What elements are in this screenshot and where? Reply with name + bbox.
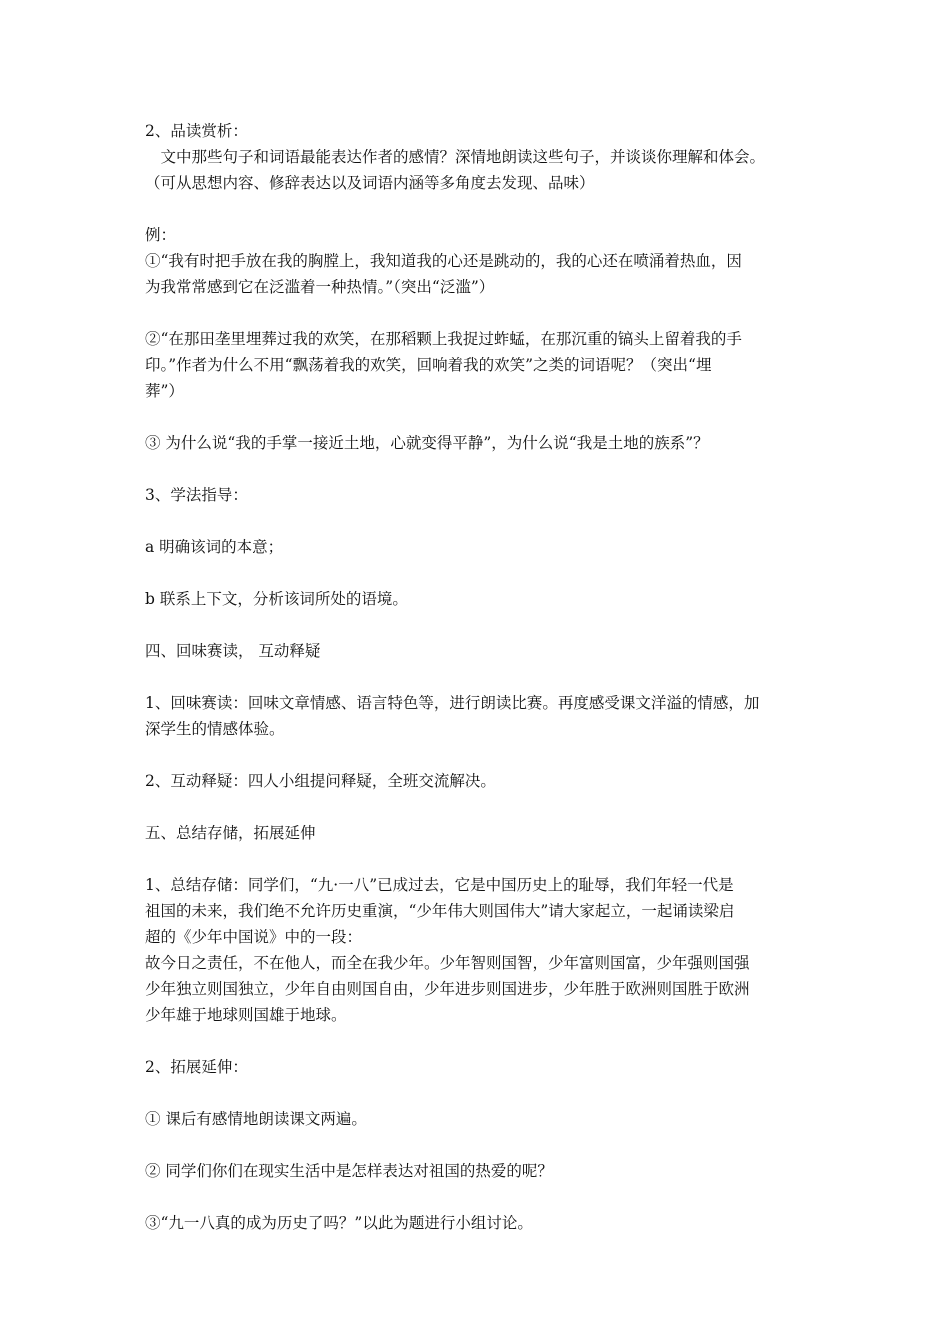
section-heading: 五、总结存储，拓展延伸 [145, 824, 316, 842]
section-method-guide [145, 482, 810, 508]
method-item-b [145, 586, 810, 612]
section-heading: 3、学法指导： [145, 486, 248, 504]
paragraph-text: ② 同学们你们在现实生活中是怎样表达对祖国的热爱的呢？ [145, 1162, 553, 1180]
quote-text: 故今日之责任，不在他人，而全在我少年。少年智则国智，少年富则国富，少年强则国强 [145, 954, 750, 972]
paragraph-text: 1、总结存储：同学们，“九·一八”已成过去，它是中国历史上的耻辱，我们年轻一代是 [145, 876, 734, 894]
paragraph-text: 深学生的情感体验。 [145, 720, 285, 738]
section-heading: 四、回味赛读， 互动释疑 [145, 642, 321, 660]
quote-text: 少年独立则国独立，少年自由则国自由，少年进步则国进步，少年胜于欧洲则国胜于欧洲 [145, 980, 750, 998]
paragraph-text: a 明确该词的本意； [145, 538, 284, 556]
part-five-item-2-heading [145, 1054, 810, 1080]
part-five-item-1 [145, 872, 810, 1028]
paragraph-text: ②“在那田垄里埋葬过我的欢笑，在那稻颗上我捉过蚱蜢，在那沉重的镐头上留着我的手 [145, 330, 742, 348]
extension-item-2 [145, 1158, 810, 1184]
extension-item-1 [145, 1106, 810, 1132]
paragraph-text: 2、互动释疑：四人小组提问释疑，全班交流解决。 [145, 772, 496, 790]
paragraph-text: 超的《少年中国说》中的一段： [145, 928, 363, 946]
paragraph-text: （可从思想内容、修辞表达以及词语内涵等多角度去发现、品味） [145, 174, 595, 192]
paragraph-text: ③“九一八真的成为历史了吗？”以此为题进行小组讨论。 [145, 1214, 533, 1232]
example-label: 例： [145, 226, 177, 244]
section-heading: 2、品读赏析： [145, 122, 248, 140]
example-item-1-cont: 为我常常感到它在泛滥着一种热情。”（突出“泛滥”） [145, 278, 495, 296]
part-four-item-2 [145, 768, 810, 794]
example-item-1: ①“我有时把手放在我的胸膛上，我知道我的心还是跳动的，我的心还在喷涌着热血，因 [145, 252, 742, 270]
paragraph-text: 葬”） [145, 382, 184, 400]
paragraph-text: ① 课后有感情地朗读课文两遍。 [145, 1110, 367, 1128]
document-page [145, 118, 810, 1262]
paragraph-text: 1、回味赛读：回味文章情感、语言特色等，进行朗读比赛。再度感受课文洋溢的情感，加 [145, 694, 760, 712]
example-block [145, 222, 810, 300]
part-five-heading [145, 820, 810, 846]
paragraph-text: 印。”作者为什么不用“飘荡着我的欢笑，回响着我的欢笑”之类的词语呢？（突出“埋 [145, 356, 712, 374]
paragraph-text: 祖国的未来，我们绝不允许历史重演，“少年伟大则国伟大”请大家起立，一起诵读梁启 [145, 902, 735, 920]
paragraph-text: b 联系上下文，分析该词所处的语境。 [145, 590, 408, 608]
paragraph-text: ③ 为什么说“我的手掌一接近土地，心就变得平静”，为什么说“我是土地的族系”？ [145, 434, 709, 452]
part-four-heading [145, 638, 810, 664]
quote-text: 少年雄于地球则国雄于地球。 [145, 1006, 347, 1024]
extension-item-3 [145, 1210, 810, 1236]
paragraph-text: 文中那些句子和词语最能表达作者的感情？深情地朗读这些句子，并谈谈你理解和体会。 [160, 148, 766, 166]
section-heading: 2、拓展延伸： [145, 1058, 248, 1076]
example-item-2 [145, 326, 810, 404]
method-item-a [145, 534, 810, 560]
section-reading-appreciation [145, 118, 810, 196]
example-item-3 [145, 430, 810, 456]
part-four-item-1 [145, 690, 810, 742]
